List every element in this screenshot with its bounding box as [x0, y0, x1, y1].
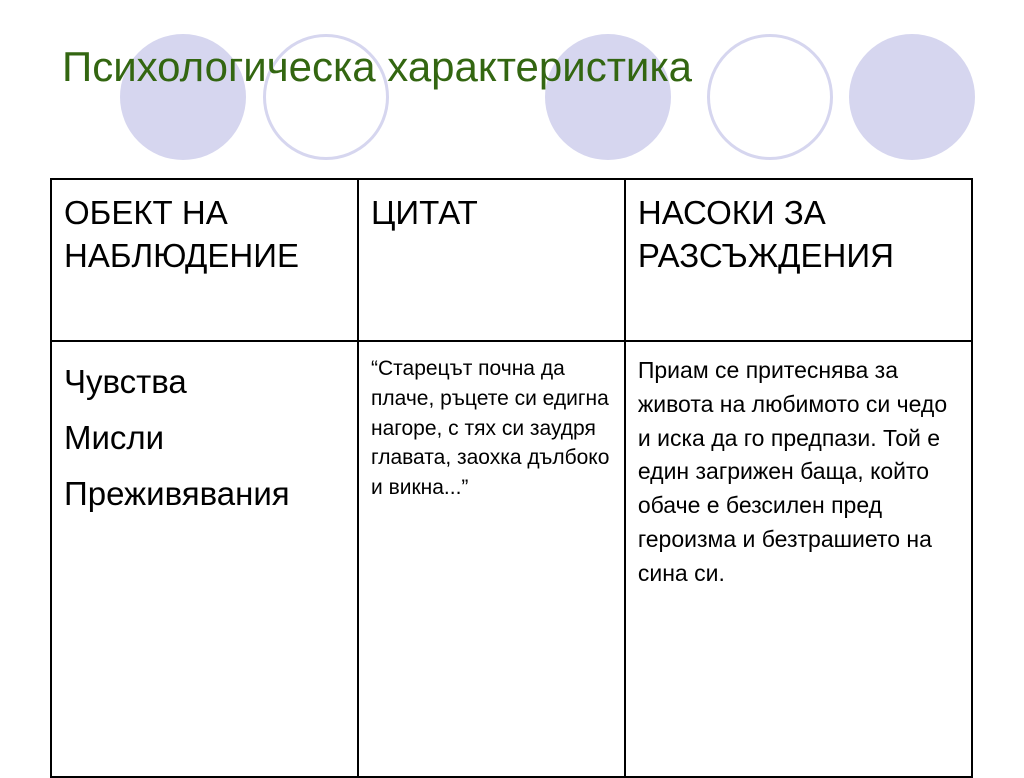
- notes-cell: [625, 341, 972, 777]
- characteristics-table: [50, 178, 973, 778]
- objects-cell: [51, 341, 358, 777]
- decor-circle-ring: [707, 34, 833, 160]
- header-quote-label: ЦИТАТ: [371, 194, 478, 231]
- quote-cell: [358, 341, 625, 777]
- table-row: [51, 341, 972, 777]
- header-cell-object: [51, 179, 358, 341]
- object-experiences: Преживявания: [64, 475, 290, 513]
- slide-title: Психологическа характеристика: [62, 43, 693, 90]
- header-notes-label: НАСОКИ ЗА РАЗСЪЖДЕНИЯ: [637, 194, 894, 274]
- notes-text: Приам се притеснява за живота на любимото си чедо и иска да го предпази. Той е един загрижен баща, който обаче е безсилен пред героизма и безтрашието на сина си.: [637, 357, 948, 586]
- object-feelings: Чувства: [64, 363, 187, 400]
- object-thoughts: Мисли: [64, 419, 165, 457]
- header-object-label: ОБЕКТ НА НАБЛЮДЕНИЕ: [64, 194, 299, 274]
- decor-circle-filled: [849, 34, 975, 160]
- quote-text: “Старецът почна да плаче, ръцете си едигна нагоре, с тях си заудря главата, заохка дълбоко и викна...”: [371, 357, 610, 500]
- table-header-row: [51, 179, 972, 341]
- header-cell-notes: [625, 179, 972, 341]
- header-cell-quote: [358, 179, 625, 341]
